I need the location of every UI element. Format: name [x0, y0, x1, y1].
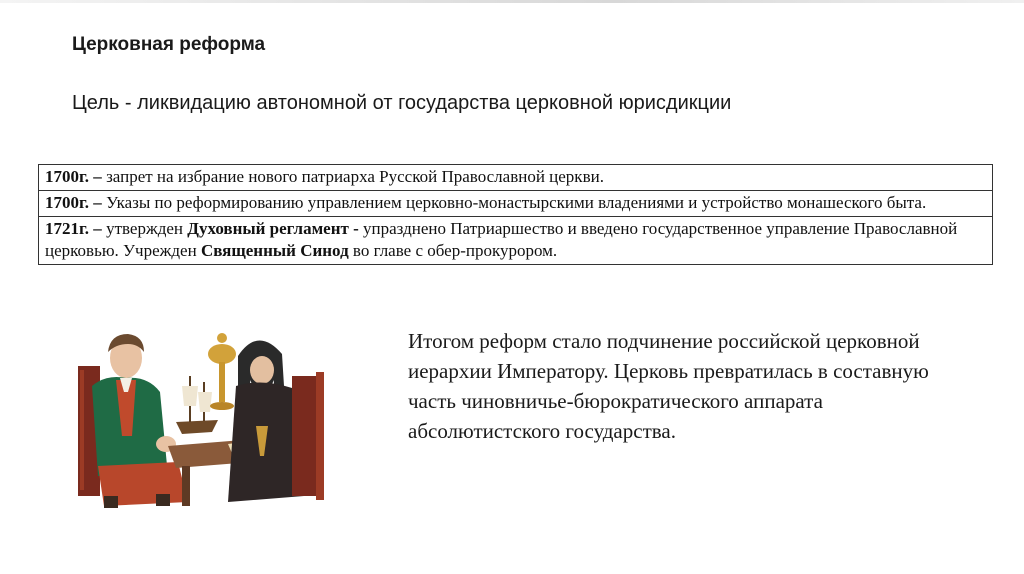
- timeline-text: Указы по реформированию управлением церковно-монастырскими владениями и устройство монашеского быта.: [101, 193, 927, 212]
- reform-timeline-table: [38, 164, 993, 265]
- timeline-cell: [39, 217, 993, 265]
- table-row: [39, 217, 993, 265]
- timeline-year: 1700г. –: [45, 193, 102, 212]
- top-divider: [0, 0, 1024, 3]
- timeline-cell: [39, 191, 993, 217]
- timeline-cell: [39, 165, 993, 191]
- table-row: [39, 165, 993, 191]
- slide-title: Церковная реформа: [72, 34, 266, 55]
- holy-synod-term: Священный Синод: [200, 241, 349, 260]
- goal-statement: Цель - ликвидацию автономной от государства церковной юрисдикции: [72, 92, 732, 114]
- table-row: [39, 191, 993, 217]
- peter-and-bishop-painting-icon: [78, 326, 328, 512]
- timeline-text: упразднено Патриаршество и введено государственное управление Православной церковью. Учрежден: [45, 219, 958, 260]
- timeline-text: утвержден: [101, 219, 188, 238]
- timeline-year: 1700г. –: [45, 167, 102, 186]
- reform-summary: Итогом реформ стало подчинение российской церковной иерархии Императору. Церковь превратилась в составную часть чиновничье-бюрократического аппарата абсолютистского государства.: [408, 329, 929, 443]
- timeline-year: 1721г. –: [45, 219, 102, 238]
- spiritual-regulation-term: Духовный регламент -: [187, 219, 359, 238]
- timeline-text: запрет на избрание нового патриарха Русской Православной церкви.: [101, 167, 604, 186]
- timeline-text: во главе с обер-прокурором.: [348, 241, 558, 260]
